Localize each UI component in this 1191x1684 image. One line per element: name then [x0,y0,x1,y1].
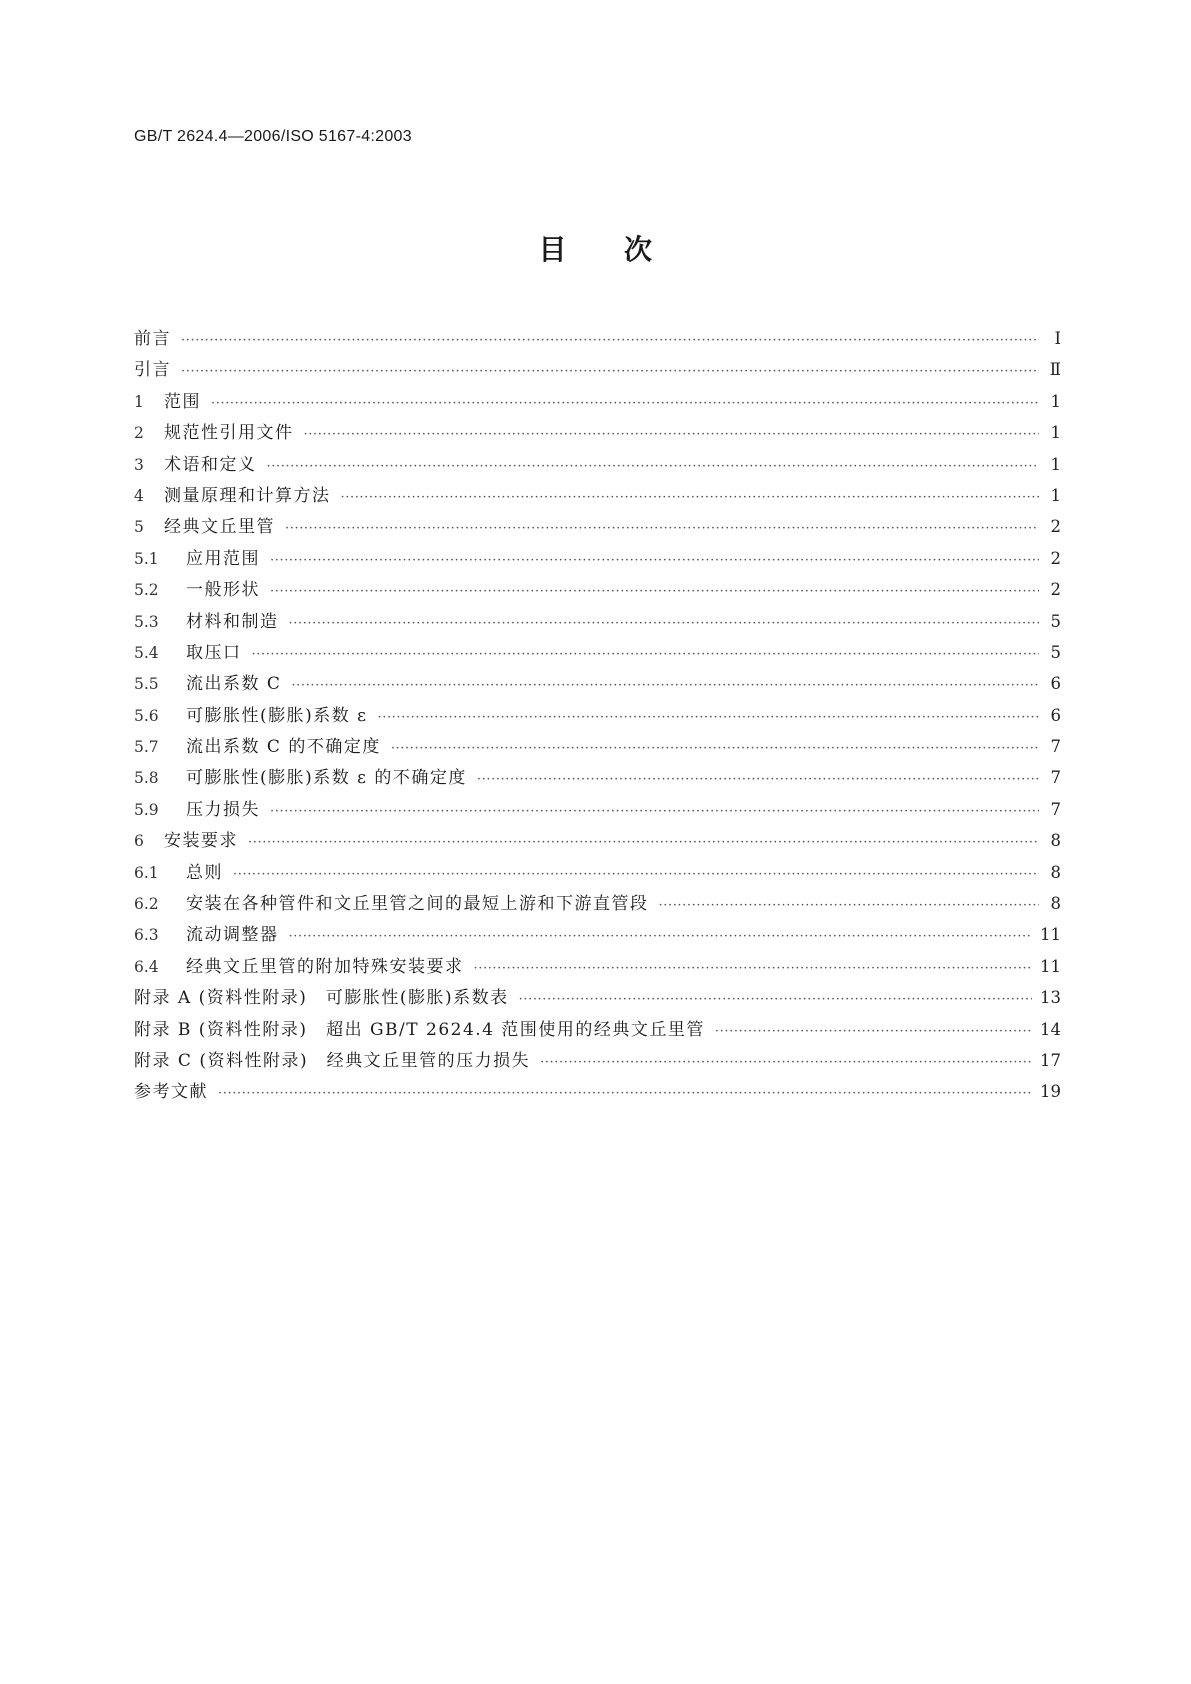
toc-entry-number: 6.2 [134,895,159,914]
toc-entry-title: 引言 [134,360,171,381]
dot-leader [252,645,1040,665]
toc-entry-title: 附录 C (资料性附录) 经典文丘里管的压力损失 [134,1050,531,1071]
toc-entry-title: 规范性引用文件 [164,423,294,444]
dot-leader [285,519,1039,539]
toc-entry-title: 应用范围 [186,548,260,569]
toc-entry[interactable] [134,549,1061,580]
toc-entry-title: 经典文丘里管 [164,517,275,538]
toc-entry[interactable] [134,957,1061,988]
toc-entry-page: 11 [1040,925,1061,945]
dot-leader [233,865,1039,885]
dot-leader [289,927,1033,947]
toc-entry-page: Ⅱ [1049,360,1061,380]
toc-entry-page: 1 [1050,454,1061,474]
toc-entry-number: 6.3 [134,926,159,945]
toc-entry[interactable] [134,486,1061,517]
dot-leader [181,362,1039,382]
toc-entry[interactable] [134,423,1061,454]
dot-leader [270,582,1039,602]
dot-leader [474,959,1033,979]
toc-entry-number: 5.3 [134,612,159,631]
toc-entry-title: 前言 [134,329,171,349]
table-of-contents [134,329,1061,1114]
toc-entry-page: I [1054,329,1061,348]
dot-leader [304,425,1040,445]
toc-entry[interactable] [134,706,1061,737]
toc-entry-number: 5.1 [134,549,159,568]
toc-entry-number: 6 [134,832,144,851]
toc-entry-title: 流出系数 C [186,674,282,695]
toc-entry-number: 3 [134,455,144,474]
document-code-header: GB/T 2624.4—2006/ISO 5167-4:2003 [134,128,412,145]
toc-entry[interactable] [134,988,1061,1019]
toc-entry[interactable] [134,768,1061,799]
toc-entry-title: 流动调整器 [186,925,279,946]
toc-entry[interactable] [134,455,1061,486]
toc-entry-number: 5.6 [134,706,159,725]
dot-leader [218,1084,1032,1104]
toc-entry-number: 6.1 [134,863,159,882]
dot-leader [181,331,1039,351]
toc-entry-title: 总则 [186,862,223,883]
toc-entry-page: 7 [1050,799,1061,819]
dot-leader [267,457,1040,477]
toc-entry[interactable] [134,1082,1061,1113]
toc-entry-number: 4 [134,486,144,505]
toc-entry-title: 一般形状 [186,580,260,601]
dot-leader [659,896,1040,916]
toc-entry[interactable] [134,643,1061,674]
toc-entry[interactable] [134,674,1061,705]
toc-entry[interactable] [134,831,1061,862]
toc-entry-title: 材料和制造 [186,611,279,632]
toc-entry-title: 安装在各种管件和文丘里管之间的最短上游和下游直管段 [186,894,649,915]
toc-entry-number: 5 [134,518,144,537]
toc-entry[interactable] [134,863,1061,894]
toc-entry-title: 压力损失 [186,799,260,820]
toc-entry-page: 2 [1050,580,1061,600]
toc-entry[interactable] [134,360,1061,391]
toc-entry-title: 安装要求 [164,831,238,852]
dot-leader [248,833,1039,853]
toc-entry-title: 测量原理和计算方法 [164,485,331,506]
toc-entry[interactable] [134,392,1061,423]
toc-entry-page: 11 [1040,956,1061,976]
toc-entry-title: 附录 B (资料性附录) 超出 GB/T 2624.4 范围使用的经典文丘里管 [134,1019,705,1040]
toc-entry-number: 6.4 [134,957,159,976]
toc-entry[interactable] [134,737,1061,768]
dot-leader [341,488,1040,508]
toc-entry-number: 5.5 [134,675,159,694]
toc-entry-page: 6 [1050,705,1061,725]
toc-entry-page: 14 [1040,1019,1061,1039]
dot-leader [211,394,1039,414]
toc-entry[interactable] [134,894,1061,925]
toc-entry-page: 8 [1050,894,1061,914]
toc-entry-page: 1 [1050,485,1061,505]
toc-entry-page: 1 [1050,423,1061,443]
toc-entry-page: 2 [1050,517,1061,537]
toc-entry-page: 2 [1050,548,1061,568]
toc-entry-page: 8 [1050,831,1061,851]
dot-leader [540,1053,1032,1073]
toc-entry-page: 5 [1050,611,1061,631]
toc-entry-title: 附录 A (资料性附录) 可膨胀性(膨胀)系数表 [134,988,509,1009]
toc-entry-page: 19 [1040,1082,1061,1102]
dot-leader [391,739,1039,759]
dot-leader [519,990,1032,1010]
toc-entry-number: 5.8 [134,769,159,788]
dot-leader [377,708,1039,728]
dot-leader [270,802,1039,822]
toc-entry-number: 2 [134,424,144,443]
toc-entry-page: 5 [1050,642,1061,662]
toc-entry[interactable] [134,800,1061,831]
dot-leader [477,770,1039,790]
toc-entry-number: 5.7 [134,738,159,757]
toc-entry-title: 取压口 [186,642,242,663]
toc-entry-page: 13 [1040,988,1061,1008]
toc-entry-number: 1 [134,392,144,411]
toc-entry-page: 7 [1050,737,1061,757]
toc-entry-page: 7 [1050,768,1061,788]
toc-entry-page: 6 [1050,674,1061,694]
toc-entry[interactable] [134,580,1061,611]
toc-entry-title: 可膨胀性(膨胀)系数 ε [186,705,368,726]
toc-entry-number: 5.2 [134,581,159,600]
toc-entry-title: 参考文献 [134,1082,208,1103]
toc-entry-number: 5.4 [134,643,159,662]
toc-entry-number: 5.9 [134,800,159,819]
dot-leader [715,1022,1032,1042]
toc-entry-title: 术语和定义 [164,454,257,475]
toc-entry-title: 经典文丘里管的附加特殊安装要求 [186,956,464,977]
toc-entry-title: 可膨胀性(膨胀)系数 ε 的不确定度 [186,768,467,789]
toc-entry[interactable] [134,329,1061,360]
toc-entry[interactable] [134,517,1061,548]
toc-entry[interactable] [134,925,1061,956]
toc-entry-page: 1 [1050,391,1061,411]
toc-entry-page: 8 [1050,862,1061,882]
dot-leader [289,614,1040,634]
toc-entry-title: 范围 [164,391,201,412]
toc-entry[interactable] [134,1020,1061,1051]
dot-leader [291,676,1039,696]
toc-entry-title: 流出系数 C 的不确定度 [186,737,381,758]
toc-entry[interactable] [134,1051,1061,1082]
dot-leader [270,551,1039,571]
page-title: 目 次 [538,233,653,266]
toc-entry[interactable] [134,612,1061,643]
toc-entry-page: 17 [1040,1050,1061,1070]
